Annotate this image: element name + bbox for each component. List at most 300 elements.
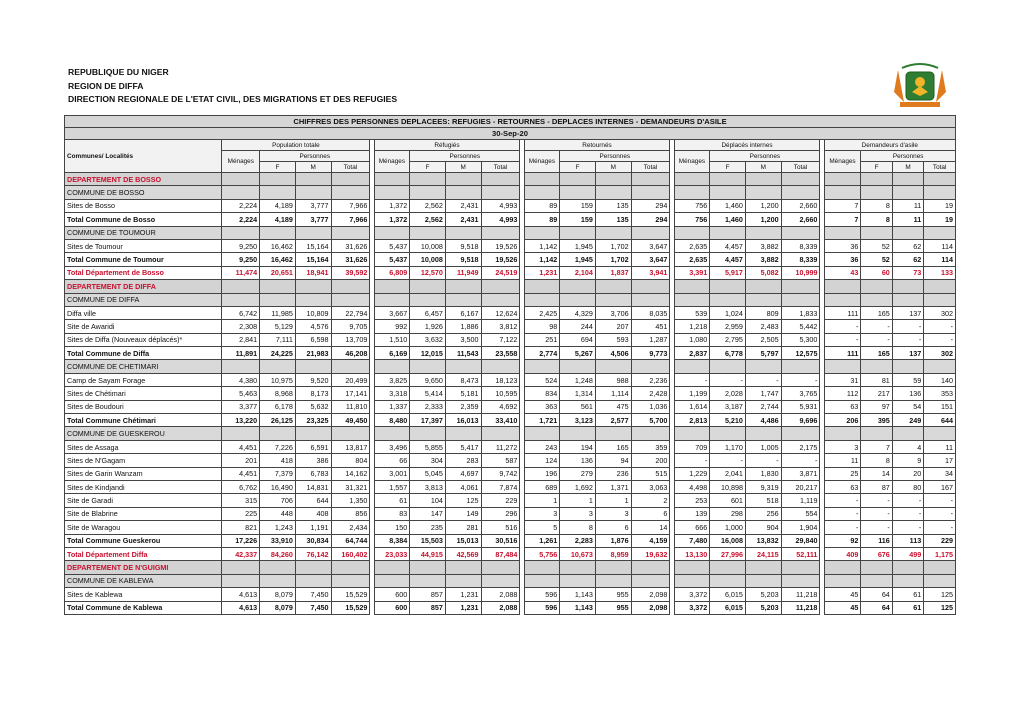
table-cell: 23,325 (295, 414, 331, 427)
table-cell: 160,402 (331, 547, 370, 560)
table-cell: 448 (260, 507, 296, 520)
table-cell: 52,111 (781, 547, 820, 560)
table-cell: 19 (924, 199, 956, 212)
table-cell: 11,949 (445, 266, 481, 279)
table-cell (595, 173, 631, 186)
table-cell: 3,391 (674, 266, 710, 279)
table-cell (410, 280, 446, 293)
table-cell: 706 (260, 494, 296, 507)
table-cell: 5,210 (710, 414, 746, 427)
table-cell: 18,941 (295, 266, 331, 279)
table-cell: 30,516 (481, 534, 520, 547)
table-cell: 1,000 (710, 521, 746, 534)
table-cell: 64 (861, 601, 892, 614)
table-cell (674, 226, 710, 239)
table-cell: 3,377 (222, 400, 260, 413)
table-cell: 2,774 (524, 347, 560, 360)
sex-header: M (595, 162, 631, 173)
table-cell: 3,372 (674, 601, 710, 614)
table-cell: 1,142 (524, 253, 560, 266)
table-title-row (65, 116, 956, 128)
table-cell: - (892, 333, 923, 346)
table-cell (295, 173, 331, 186)
row-label: COMMUNE DE CHETIMARI (65, 360, 222, 373)
table-cell: 587 (481, 454, 520, 467)
table-cell: 315 (222, 494, 260, 507)
table-cell: 84,260 (260, 547, 296, 560)
table-cell: 7,450 (295, 601, 331, 614)
table-cell (595, 360, 631, 373)
table-cell: 4,451 (222, 467, 260, 480)
table-cell (410, 293, 446, 306)
total-row (65, 534, 956, 547)
table-cell: 3,882 (745, 253, 781, 266)
table-cell (892, 427, 923, 440)
table-cell: 1,371 (595, 480, 631, 493)
table-cell (560, 173, 596, 186)
table-cell (924, 186, 956, 199)
table-cell (824, 574, 861, 587)
table-cell: 26,125 (260, 414, 296, 427)
table-cell: 561 (560, 400, 596, 413)
table-cell: 52 (861, 253, 892, 266)
table-cell: 45 (824, 601, 861, 614)
table-cell: 5,437 (374, 253, 410, 266)
table-cell: 6,167 (445, 306, 481, 319)
table-cell (410, 561, 446, 574)
table-cell: 89 (524, 213, 560, 226)
table-cell (222, 561, 260, 574)
table-cell: 14,831 (295, 480, 331, 493)
table-cell: 294 (631, 213, 670, 226)
table-cell: 7 (824, 213, 861, 226)
table-cell: 165 (861, 306, 892, 319)
table-cell: 5,181 (445, 387, 481, 400)
table-cell: 31,321 (331, 480, 370, 493)
table-cell: 2,505 (745, 333, 781, 346)
total-row (65, 347, 956, 360)
table-cell: 159 (560, 199, 596, 212)
table-cell: 62 (892, 239, 923, 252)
table-cell: 124 (524, 454, 560, 467)
table-cell: 2,431 (445, 213, 481, 226)
header-direction: DIRECTION REGIONALE DE L'ETAT CIVIL, DES MIGRATIONS ET DES REFUGIES (68, 94, 398, 104)
table-cell (710, 427, 746, 440)
table-cell: 150 (374, 521, 410, 534)
table-cell: 600 (374, 601, 410, 614)
table-cell: 3 (560, 507, 596, 520)
table-cell: 194 (560, 440, 596, 453)
table-cell: - (861, 521, 892, 534)
table-cell (924, 173, 956, 186)
table-cell: 4,329 (560, 306, 596, 319)
row-label: COMMUNE DE KABLEWA (65, 574, 222, 587)
table-cell: 283 (445, 454, 481, 467)
table-row (65, 333, 956, 346)
table-row (65, 320, 956, 333)
table-cell: 3,882 (745, 239, 781, 252)
personnes-header: Personnes (560, 151, 670, 162)
table-cell: 304 (410, 454, 446, 467)
table-cell (924, 561, 956, 574)
table-cell: 34 (924, 467, 956, 480)
table-cell (481, 226, 520, 239)
table-cell: 955 (595, 601, 631, 614)
table-cell: 151 (924, 400, 956, 413)
table-cell: 596 (524, 588, 560, 601)
table-cell: 5,931 (781, 400, 820, 413)
table-row (65, 199, 956, 212)
table-cell: 9,319 (745, 480, 781, 493)
table-cell: 4,380 (222, 373, 260, 386)
table-cell: - (924, 333, 956, 346)
table-cell (824, 360, 861, 373)
row-label: Site de Awaridi (65, 320, 222, 333)
group-header: Réfugiés (374, 140, 520, 151)
table-cell: 1,231 (524, 266, 560, 279)
table-cell: - (924, 521, 956, 534)
table-cell: 112 (824, 387, 861, 400)
table-cell: 1,557 (374, 480, 410, 493)
table-cell (745, 173, 781, 186)
table-cell: 2,224 (222, 199, 260, 212)
table-cell: 11,474 (222, 266, 260, 279)
table-cell (824, 293, 861, 306)
table-cell (524, 173, 560, 186)
table-cell (674, 561, 710, 574)
table-cell (374, 226, 410, 239)
menages-header: Ménages (374, 151, 410, 173)
table-cell: 6,015 (710, 601, 746, 614)
table-cell: 225 (222, 507, 260, 520)
table-cell (524, 226, 560, 239)
table-cell: 19,526 (481, 239, 520, 252)
table-cell (861, 561, 892, 574)
sex-header: Total (781, 162, 820, 173)
table-cell (824, 561, 861, 574)
table-cell: 418 (260, 454, 296, 467)
table-cell (595, 186, 631, 199)
table-cell: 52 (861, 239, 892, 252)
table-cell (924, 360, 956, 373)
table-cell (824, 173, 861, 186)
table-cell: - (710, 373, 746, 386)
table-cell (295, 293, 331, 306)
table-cell: 756 (674, 199, 710, 212)
table-cell: 2,333 (410, 400, 446, 413)
table-cell: 6,783 (295, 467, 331, 480)
table-cell: 1,337 (374, 400, 410, 413)
table-cell: 9,696 (781, 414, 820, 427)
table-cell: 2,098 (631, 588, 670, 601)
table-cell: 6,778 (710, 347, 746, 360)
table-cell: 302 (924, 347, 956, 360)
table-cell: 3,812 (481, 320, 520, 333)
table-cell: 709 (674, 440, 710, 453)
table-cell (892, 186, 923, 199)
table-cell: 2,308 (222, 320, 260, 333)
table-cell: 1,886 (445, 320, 481, 333)
table-cell: 15,164 (295, 239, 331, 252)
table-cell: 1,200 (745, 199, 781, 212)
table-cell: 5,463 (222, 387, 260, 400)
table-date-row (65, 128, 956, 140)
department-row (65, 173, 956, 186)
table-cell: 147 (410, 507, 446, 520)
table-cell: 5,442 (781, 320, 820, 333)
table-cell: 666 (674, 521, 710, 534)
table-cell (861, 173, 892, 186)
table-cell: 4,159 (631, 534, 670, 547)
department-row (65, 561, 956, 574)
table-cell: 20 (892, 467, 923, 480)
table-cell (295, 427, 331, 440)
table-cell: 515 (631, 467, 670, 480)
table-cell: 3,496 (374, 440, 410, 453)
table-cell (481, 427, 520, 440)
table-cell: 111 (824, 347, 861, 360)
table-cell: 353 (924, 387, 956, 400)
table-cell (861, 427, 892, 440)
table-cell (631, 427, 670, 440)
table-cell (222, 280, 260, 293)
table-cell: 201 (222, 454, 260, 467)
table-cell: 3,777 (295, 199, 331, 212)
table-cell (745, 226, 781, 239)
table-cell: 73 (892, 266, 923, 279)
table-cell: 19,632 (631, 547, 670, 560)
table-cell: - (781, 373, 820, 386)
table-cell: 1,614 (674, 400, 710, 413)
table-cell (892, 280, 923, 293)
table-cell (560, 280, 596, 293)
table-cell: 3,001 (374, 467, 410, 480)
table-cell: - (710, 454, 746, 467)
table-cell: 3,813 (410, 480, 446, 493)
table-cell: 2,041 (710, 467, 746, 480)
table-cell (260, 186, 296, 199)
table-cell: 5,797 (745, 347, 781, 360)
table-cell: 8 (861, 199, 892, 212)
table-cell (410, 226, 446, 239)
commune-row (65, 360, 956, 373)
sex-header: F (710, 162, 746, 173)
table-cell: 137 (892, 347, 923, 360)
table-cell: 1,837 (595, 266, 631, 279)
table-cell: 676 (861, 547, 892, 560)
table-cell: 856 (331, 507, 370, 520)
header-country: REPUBLIQUE DU NIGER (68, 67, 169, 77)
table-cell: 9,518 (445, 239, 481, 252)
table-cell (374, 173, 410, 186)
table-cell (824, 186, 861, 199)
table-cell: 9,742 (481, 467, 520, 480)
table-cell: 3,500 (445, 333, 481, 346)
table-cell: 1,460 (710, 199, 746, 212)
table-cell (924, 280, 956, 293)
table-cell: 1,024 (710, 306, 746, 319)
table-cell (745, 561, 781, 574)
table-cell (631, 226, 670, 239)
table-cell: 408 (295, 507, 331, 520)
table-cell (374, 574, 410, 587)
table-cell: 13,709 (331, 333, 370, 346)
table-cell: 5,632 (295, 400, 331, 413)
total-row (65, 266, 956, 279)
table-cell (410, 427, 446, 440)
table-cell: 136 (560, 454, 596, 467)
table-cell: 1,372 (374, 213, 410, 226)
table-cell (524, 561, 560, 574)
table-cell (481, 360, 520, 373)
table-cell: 80 (892, 480, 923, 493)
table-cell: 111 (824, 306, 861, 319)
table-cell: 8,035 (631, 306, 670, 319)
table-cell: 1,721 (524, 414, 560, 427)
table-cell: 10,673 (560, 547, 596, 560)
table-cell: 395 (861, 414, 892, 427)
table-cell: 5,437 (374, 239, 410, 252)
table-cell (524, 360, 560, 373)
table-cell (295, 574, 331, 587)
table-cell: 3,941 (631, 266, 670, 279)
row-label: Sites de Chétimari (65, 387, 222, 400)
table-cell: 39,592 (331, 266, 370, 279)
table-cell: 256 (745, 507, 781, 520)
table-cell: 5,082 (745, 266, 781, 279)
table-cell: 596 (524, 601, 560, 614)
table-cell: 857 (410, 601, 446, 614)
table-cell (331, 173, 370, 186)
table-cell: 7,122 (481, 333, 520, 346)
table-cell: 4,189 (260, 213, 296, 226)
table-cell: 1,119 (781, 494, 820, 507)
statistics-table (64, 115, 956, 615)
table-cell: 9 (892, 454, 923, 467)
table-cell: - (892, 320, 923, 333)
row-label: Total Commune de Kablewa (65, 601, 222, 614)
table-cell: 4,506 (595, 347, 631, 360)
table-cell (674, 293, 710, 306)
table-cell: 2,028 (710, 387, 746, 400)
table-cell: 36 (824, 239, 861, 252)
table-cell: 2,562 (410, 213, 446, 226)
table-cell: 9,773 (631, 347, 670, 360)
table-cell: 3,667 (374, 306, 410, 319)
table-cell: 1,830 (745, 467, 781, 480)
table-cell: 4,993 (481, 213, 520, 226)
table-cell: 27,996 (710, 547, 746, 560)
menages-header: Ménages (524, 151, 560, 173)
department-row (65, 280, 956, 293)
table-cell: 5,267 (560, 347, 596, 360)
table-cell: 2,795 (710, 333, 746, 346)
menages-header: Ménages (222, 151, 260, 173)
table-cell (595, 427, 631, 440)
table-cell (295, 360, 331, 373)
sex-header: F (560, 162, 596, 173)
table-cell (674, 186, 710, 199)
table-cell: 3,372 (674, 588, 710, 601)
table-cell: 22,794 (331, 306, 370, 319)
table-cell (524, 293, 560, 306)
table-cell: 386 (295, 454, 331, 467)
table-cell (710, 360, 746, 373)
sex-header: M (892, 162, 923, 173)
table-cell: 2,224 (222, 213, 260, 226)
table-cell: 4,457 (710, 253, 746, 266)
table-cell: 3 (824, 440, 861, 453)
table-cell: 46,208 (331, 347, 370, 360)
table-cell (560, 226, 596, 239)
table-cell: 1,926 (410, 320, 446, 333)
table-cell (445, 173, 481, 186)
table-cell (222, 186, 260, 199)
table-cell: 18,123 (481, 373, 520, 386)
table-cell: 114 (924, 253, 956, 266)
table-cell: 7,379 (260, 467, 296, 480)
table-cell: 17,226 (222, 534, 260, 547)
table-cell (374, 293, 410, 306)
table-date: 30-Sep-20 (65, 128, 956, 140)
total-row (65, 253, 956, 266)
row-label: COMMUNE DE TOUMOUR (65, 226, 222, 239)
table-cell: 5,203 (745, 601, 781, 614)
sex-header: Total (631, 162, 670, 173)
table-cell: 5,855 (410, 440, 446, 453)
table-cell: 2,431 (445, 199, 481, 212)
table-cell: 1,372 (374, 199, 410, 212)
table-cell (481, 561, 520, 574)
table-cell (560, 293, 596, 306)
table-cell: 13,220 (222, 414, 260, 427)
table-cell: 87 (861, 480, 892, 493)
table-cell: 24,225 (260, 347, 296, 360)
table-cell: - (824, 320, 861, 333)
table-cell: 116 (861, 534, 892, 547)
table-cell: 7,450 (295, 588, 331, 601)
row-label: Sites de Diffa (Nouveaux déplacés)* (65, 333, 222, 346)
table-cell: 19 (924, 213, 956, 226)
table-cell: - (861, 333, 892, 346)
group-header: Demandeurs d'asile (824, 140, 955, 151)
row-label: Sites de Kablewa (65, 588, 222, 601)
table-cell: 92 (824, 534, 861, 547)
table-cell: 5,414 (410, 387, 446, 400)
table-cell (560, 360, 596, 373)
table-cell: 4,692 (481, 400, 520, 413)
table-cell: 6,015 (710, 588, 746, 601)
table-cell: 8 (861, 213, 892, 226)
table-cell: 2,837 (674, 347, 710, 360)
row-label: Total Commune de Toumour (65, 253, 222, 266)
table-cell: 17,141 (331, 387, 370, 400)
table-cell: 6,742 (222, 306, 260, 319)
niger-coat-of-arms-icon (884, 62, 956, 114)
table-cell (295, 226, 331, 239)
table-cell (745, 293, 781, 306)
table-cell: 66 (374, 454, 410, 467)
table-cell: 60 (861, 266, 892, 279)
table-cell: 12,015 (410, 347, 446, 360)
row-label: Sites de Toumour (65, 239, 222, 252)
table-cell (781, 226, 820, 239)
personnes-header: Personnes (861, 151, 956, 162)
table-cell: 5,417 (445, 440, 481, 453)
table-cell: 63 (824, 480, 861, 493)
group-header: Retournés (524, 140, 670, 151)
table-cell (222, 293, 260, 306)
